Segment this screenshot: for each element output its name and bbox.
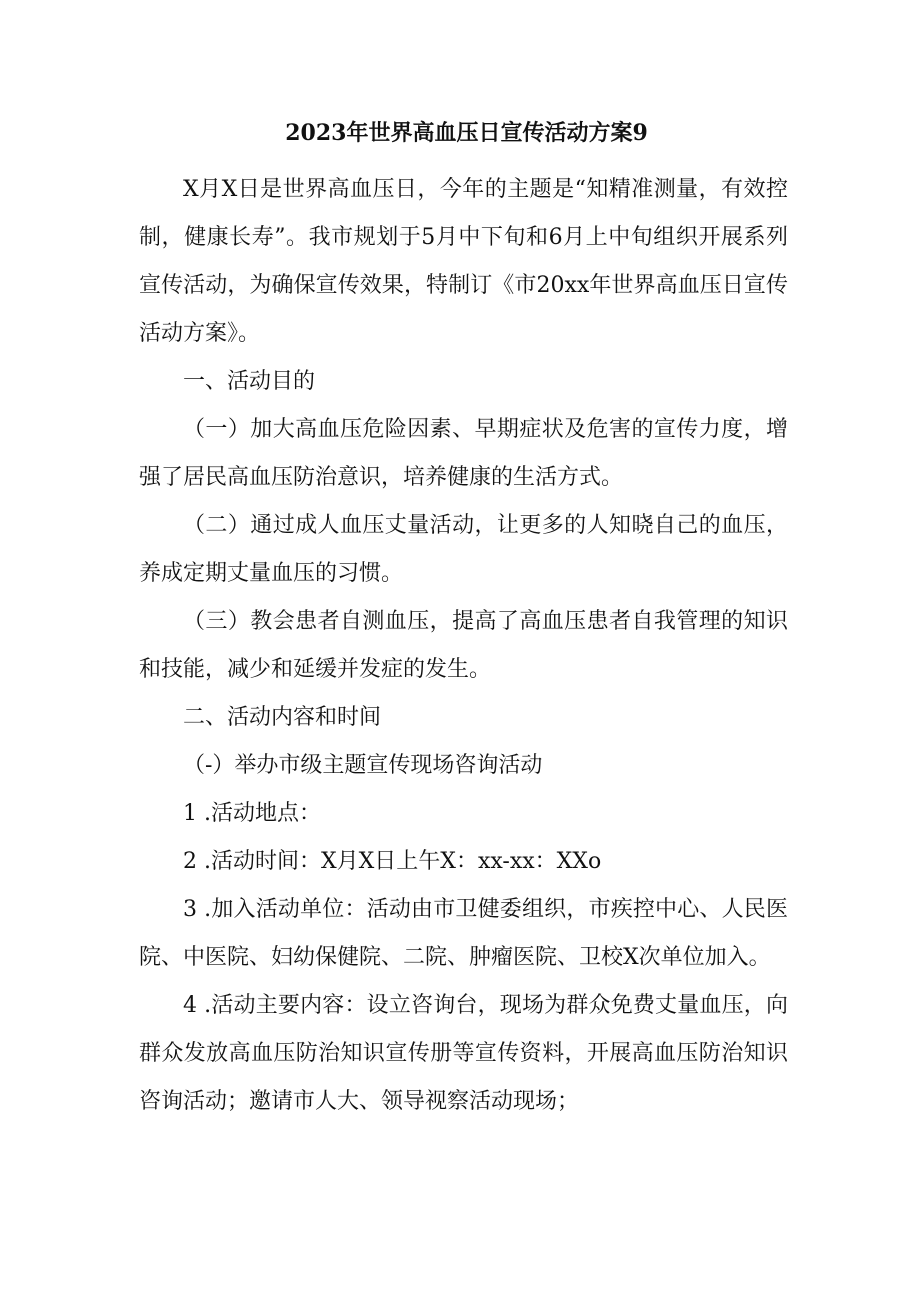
subsection-heading-consultation: （-）举办市级主题宣传现场咨询活动 <box>183 753 543 778</box>
purpose-item-1: （一）加大高血压危险因素、早期症状及危害的宣传力度，增强了居民高血压防治意识，培养健康的生活方式。 <box>139 417 788 490</box>
purpose-item-2: （二）通过成人血压丈量活动，让更多的人知晓自己的血压，养成定期丈量血压的习惯。 <box>139 513 788 586</box>
intro-paragraph: X月X日是世界高血压日，今年的主题是“知精准测量，有效控制，健康长寿”。我市规划于5月中下旬和6月上中旬组织开展系列宣传活动，为确保宣传效果，特制订《市20xx年世界高血压日宣传活动方案》。 <box>139 177 788 346</box>
content-item-4: 4 .活动主要内容：设立咨询台，现场为群众免费丈量血压，向群众发放高血压防治知识宣传册等宣传资料，开展高血压防治知识咨询活动；邀请市人大、领导视察活动现场； <box>139 993 788 1114</box>
section-heading-purpose: 一、活动目的 <box>183 369 316 394</box>
content-item-1: 1 .活动地点： <box>183 801 321 826</box>
content-item-3: 3 .加入活动单位：活动由市卫健委组织，市疾控中心、人民医院、中医院、妇幼保健院、二院、肿瘤医院、卫校X次单位加入。 <box>139 897 788 970</box>
document-title: 2023年世界高血压日宣传活动方案9 <box>285 120 648 146</box>
purpose-item-3: （三）教会患者自测血压，提高了高血压患者自我管理的知识和技能，减少和延缓并发症的发生。 <box>139 609 788 682</box>
section-heading-content: 二、活动内容和时间 <box>183 705 382 730</box>
content-item-2: 2 .活动时间：X月X日上午X：xx-xx：XXo <box>183 849 602 874</box>
